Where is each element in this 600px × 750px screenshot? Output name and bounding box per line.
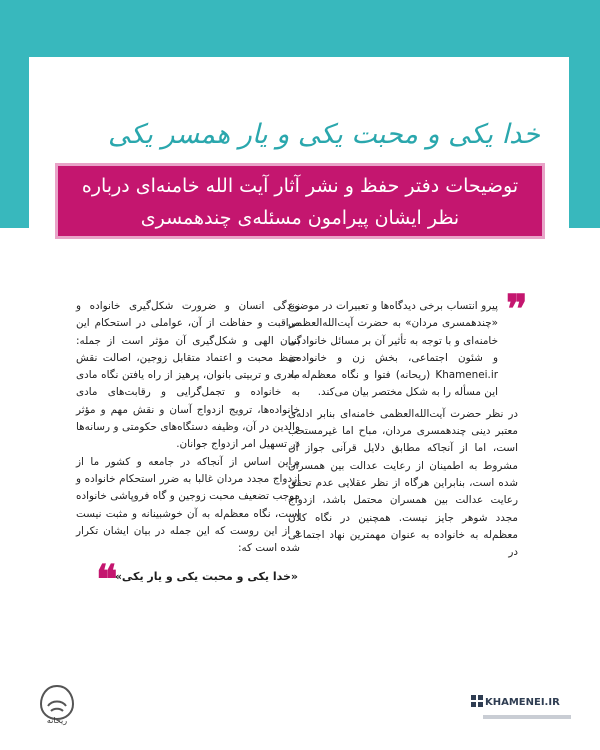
paragraph: پیرو انتساب برخی دیدگاه‌ها و تعبیرات در موضوع «چندهمسری مردان» به حضرت آیت‌الله‌العظمی خامنه‌ای و با توجه به تأثیر آن بر مسائل خانوادگی و شئون اجتماعی، بخش زن و خانواده‌ی Khamenei.ir (ریحانه) فتوا و نگاه معظم‌له به این مسأله را به شکل مختصر بیان می‌کند.: [288, 300, 498, 399]
calligraphy-heading: خدا یکی و محبت یکی و یار همسر یکی: [107, 119, 540, 150]
left-column: [76, 298, 300, 557]
title-line-1: توضیحات دفتر حفظ و نشر آثار آیت الله خامنه‌ای درباره: [81, 175, 519, 197]
paragraph: براین اساس از آنجاکه در جامعه و کشور ما از ازدواج مجدد مردان غالبا به ضرر استحکام خانواده و موجب تضعیف محبت زوجین و گاه فروپاشی خانواده است، نگاه معظم‌له به آن خوشبینانه و مثبت نیست و از این روست که این جمله در بیان ایشان تکرار شده است که:: [76, 455, 300, 555]
site-logo-icon: [470, 694, 484, 708]
title-line-2: نظر ایشان پیرامون مسئله‌ی چندهمسری: [140, 207, 460, 229]
paragraph: در نظر حضرت آیت‌الله‌العظمی خامنه‌ای بنابر ادله‌ی معتبر دینی چندهمسری مردان، مباح اما غیرمستحب است، اما از آنجاکه مطابق دلایل قرآنی جواز آن مشروط به اطمینان از رعایت عدالت بین همسران شده است، بنابراین هرگاه از نظر عقلایی عدم تحقق رعایت عدالت بین همسران محتمل باشد، ازدواج مجدد شوهر جایز نیست. همچنین در نگاه کلان معظم‌له به خانواده به عنوان مهمترین نهاد اجتماعی در: [288, 407, 518, 559]
site-name: KHAMENEI.IR: [485, 697, 560, 708]
right-column: [288, 298, 518, 561]
brand-label: ریحانه: [46, 716, 68, 725]
title-box: [55, 163, 545, 239]
close-quote-icon: ❝: [96, 556, 118, 603]
site-tagline-bar: [483, 715, 571, 719]
paragraph: زندگی انسان و ضرورت شکل‌گیری خانواده و مراقبت و حفاظت از آن، عواملی در استحکام این بنیان الهی و شکل‌گیری آن مؤثر است از جمله: حفظ محبت و اعتماد متقابل زوجین، اصالت نقش مادری و تربیتی بانوان، پرهیز از راه یافتن نگاه مادی به خانواده و تجمل‌گرایی و رقابت‌های مادی خانواده‌ها، ترویج ازدواج آسان و نقش مهم و مؤثر والدین در آن، وظیفه دستگاه‌های حکومتی و رسانه‌ها در تسهیل امر ازدواج جوانان.: [76, 300, 300, 451]
closing-quote-text: «خدا یکی و محبت یکی و یار یکی»: [114, 570, 298, 583]
open-quote-icon: ❞: [506, 286, 528, 333]
